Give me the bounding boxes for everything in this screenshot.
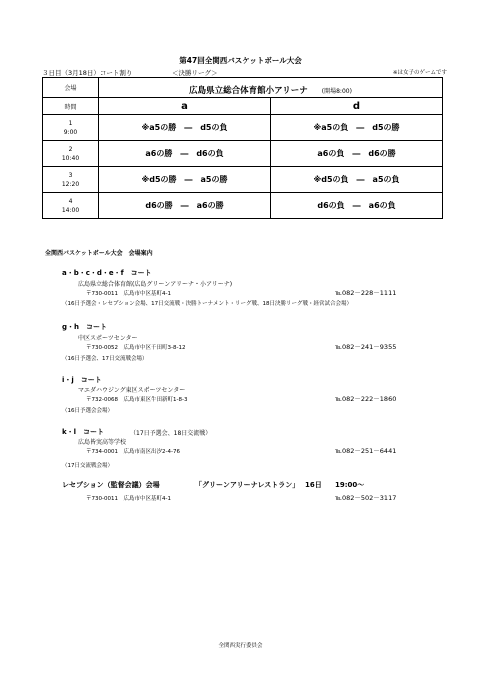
court-a-match: ※d5の勝 ― a5の勝 <box>99 167 271 193</box>
venue-usage-note: （17日交流戦会場） <box>62 463 113 469</box>
court-name: i・j コート <box>62 376 102 384</box>
women-game-note: ※は女子のゲームです <box>392 70 447 76</box>
court-a-match: d6の勝 ― a6の勝 <box>99 193 271 219</box>
day-label: ３日目（3月18日）コート割り <box>42 69 133 77</box>
court-d-match: ※a5の負 ― d5の勝 <box>271 115 443 141</box>
court-schedule-note: （17日予選会、18日交流戦） <box>130 430 212 437</box>
court-a-header: a <box>99 98 271 115</box>
facility-name: マエダハウジング東区スポーツセンター <box>78 387 186 394</box>
reception-time: 19:00～ <box>335 481 365 489</box>
game-number: 4 <box>68 197 73 205</box>
game-number: 2 <box>68 145 73 153</box>
court-d-header: d <box>271 98 443 115</box>
game-slot-cell <box>43 141 99 167</box>
venue-guide-title: 全関西バスケットボール大会 会場案内 <box>45 250 153 257</box>
game-row <box>43 115 443 141</box>
game-number: 1 <box>68 119 73 127</box>
facility-address: 〒734-0001 広島市南区出汐2-4-76 <box>86 449 180 455</box>
facility-phone: ℡082－251－6441 <box>335 447 397 455</box>
game-slot-cell <box>43 115 99 141</box>
reception-venue-name: 「グリーンアリーナレストラン」 <box>195 481 300 489</box>
court-d-match: ※d5の負 ― a5の負 <box>271 167 443 193</box>
venue-name: 広島県立総合体育館小アリーナ <box>189 86 308 96</box>
facility-address: 〒730-0011 広島市中区基町4-1 <box>86 291 171 297</box>
court-schedule-table <box>42 77 443 219</box>
facility-address: 〒732-0068 広島市東区牛田新町1-8-3 <box>86 397 188 403</box>
court-d-match: a6の負 ― d6の勝 <box>271 141 443 167</box>
reception-phone: ℡082－502－3117 <box>335 494 397 502</box>
game-row <box>43 167 443 193</box>
game-time: 9:00 <box>63 128 78 136</box>
court-a-match: ※a5の勝 ― d5の負 <box>99 115 271 141</box>
game-time: 10:40 <box>61 154 80 162</box>
time-label-cell: 時間 <box>43 98 99 115</box>
schedule-subheading <box>42 68 447 77</box>
reception-label: レセプション（監督会議）会場 <box>62 481 160 489</box>
venue-name-cell <box>99 78 443 98</box>
court-a-match: a6の勝 ― d6の負 <box>99 141 271 167</box>
reception-date: 16日 <box>305 481 322 489</box>
court-header-row <box>43 98 443 115</box>
venue-label-cell: 会場 <box>43 78 99 98</box>
venue-row <box>43 78 443 98</box>
facility-address: 〒730-0052 広島市中区千田町3-8-12 <box>86 345 186 351</box>
court-d-match: d6の負 ― a6の負 <box>271 193 443 219</box>
game-slot-cell <box>43 167 99 193</box>
venue-open-time: (開場8:00) <box>321 88 352 95</box>
game-time: 14:00 <box>61 206 80 214</box>
stage-label: ＜決勝リーグ＞ <box>172 69 218 77</box>
facility-name: 広島県立総合体育館(広島グリーンアリーナ・小アリーナ) <box>78 281 233 288</box>
game-slot-cell <box>43 193 99 219</box>
venue-usage-note: （16日予選会会場） <box>62 408 113 414</box>
court-name: k・l コート <box>62 428 105 436</box>
game-row <box>43 193 443 219</box>
facility-phone: ℡082－228－1111 <box>335 289 397 297</box>
venue-usage-note: （16日予選会、17日交流戦会場） <box>62 356 148 362</box>
reception-address: 〒730-0011 広島市中区基町4-1 <box>86 496 171 502</box>
facility-phone: ℡082－241－9355 <box>335 343 397 351</box>
facility-phone: ℡082－222－1860 <box>335 395 397 403</box>
court-name: g・h コート <box>62 323 107 331</box>
facility-name: 広島皆実高等学校 <box>78 439 127 446</box>
venue-usage-note: （16日予選会・レセプション会場、17日交流戦・決勝トーナメント・リーグ戦、18日決勝リーグ戦・経営試合会場） <box>62 301 352 307</box>
game-number: 3 <box>68 171 73 179</box>
organizer-footer: 全関西実行委員会 <box>218 643 263 649</box>
game-row <box>43 141 443 167</box>
document-title: 第47回全関西バスケットボール大会 <box>179 56 302 65</box>
facility-name: 中区スポーツセンター <box>78 335 138 342</box>
court-name: a・b・c・d・e・f コート <box>62 269 152 277</box>
game-time: 12:20 <box>61 180 80 188</box>
